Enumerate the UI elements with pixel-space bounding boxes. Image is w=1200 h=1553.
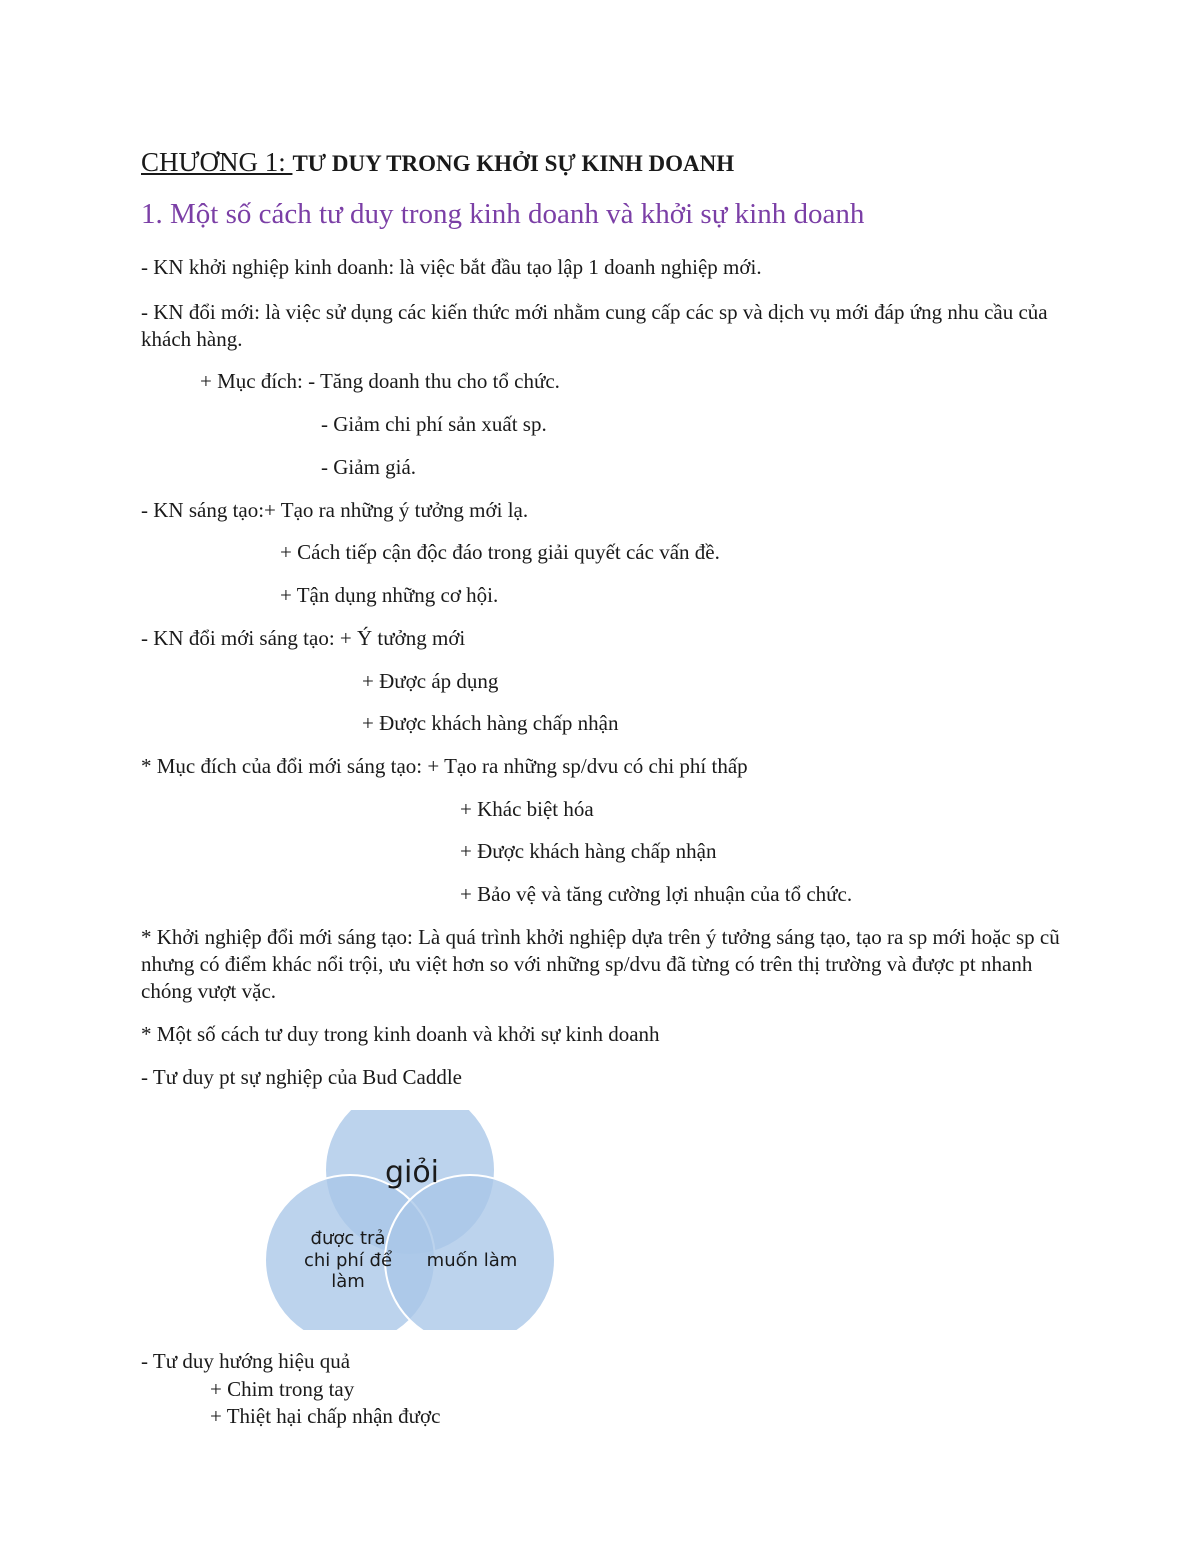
list-item-md-dmst-3: + Được khách hàng chấp nhận bbox=[460, 839, 717, 863]
list-item-chim: + Chim trong tay bbox=[210, 1377, 355, 1401]
paragraph-kn-dmst: - KN đổi mới sáng tạo: + Ý tưởng mới bbox=[141, 626, 466, 650]
paragraph-kn-doi-moi: - KN đổi mới: là việc sử dụng các kiến thức mới nhằm cung cấp các sp và dịch vụ mới đáp ứng nhu cầu của khách hàng. bbox=[141, 300, 1048, 351]
paragraph-kn-khoi-nghiep: - KN khởi nghiệp kinh doanh: là việc bắt đầu tạo lập 1 doanh nghiệp mới. bbox=[141, 255, 762, 279]
venn-diagram bbox=[255, 1110, 565, 1330]
chapter-title bbox=[141, 145, 734, 181]
list-item-thiet-hai: + Thiệt hại chấp nhận được bbox=[210, 1404, 441, 1428]
chapter-name: TƯ DUY TRONG KHỞI SỰ KINH DOANH bbox=[292, 151, 735, 176]
list-item-dmst-3: + Được khách hàng chấp nhận bbox=[362, 711, 619, 735]
paragraph-mot-so-cach: * Một số cách tư duy trong kinh doanh và khởi sự kinh doanh bbox=[141, 1022, 660, 1046]
list-item-md-dmst-4: + Bảo vệ và tăng cường lợi nhuận của tổ chức. bbox=[460, 882, 853, 906]
list-item-sang-tao-3: + Tận dụng những cơ hội. bbox=[280, 583, 499, 607]
list-item-dmst-2: + Được áp dụng bbox=[362, 669, 499, 693]
list-item-muc-dich-3: - Giảm giá. bbox=[321, 455, 417, 479]
paragraph-hieu-qua: - Tư duy hướng hiệu quả bbox=[141, 1349, 351, 1373]
list-item-muc-dich-1: + Mục đích: - Tăng doanh thu cho tổ chức. bbox=[200, 369, 560, 393]
list-item-muc-dich-2: - Giảm chi phí sản xuất sp. bbox=[321, 412, 547, 436]
venn-label-left-1: được trả bbox=[310, 1228, 386, 1249]
chapter-prefix: CHƯƠNG 1: bbox=[141, 147, 293, 177]
paragraph-khoi-nghiep-dmst: * Khởi nghiệp đổi mới sáng tạo: Là quá trình khởi nghiệp dựa trên ý tưởng sáng tạo, tạo ra sp mới hoặc sp cũ nhưng có điểm khác nổi trội, ưu việt hơn so với những sp/dvu đã từng có trên thị trường và được pt nhanh chóng vượt vặc. bbox=[141, 925, 1060, 1003]
venn-label-left-2: chi phí để bbox=[303, 1250, 393, 1271]
venn-label-left-3: làm bbox=[331, 1271, 365, 1292]
venn-label-right: muốn làm bbox=[426, 1250, 518, 1271]
paragraph-kn-sang-tao: - KN sáng tạo:+ Tạo ra những ý tưởng mới lạ. bbox=[141, 498, 529, 522]
list-item-md-dmst-2: + Khác biệt hóa bbox=[460, 797, 594, 821]
venn-label-top: giỏi bbox=[384, 1155, 440, 1190]
paragraph-bud-caddle: - Tư duy pt sự nghiệp của Bud Caddle bbox=[141, 1065, 462, 1089]
list-item-sang-tao-2: + Cách tiếp cận độc đáo trong giải quyết các vấn đề. bbox=[280, 540, 720, 564]
paragraph-muc-dich-dmst: * Mục đích của đổi mới sáng tạo: + Tạo ra những sp/dvu có chi phí thấp bbox=[141, 754, 748, 778]
section-heading: 1. Một số cách tư duy trong kinh doanh và khởi sự kinh doanh bbox=[141, 198, 865, 230]
